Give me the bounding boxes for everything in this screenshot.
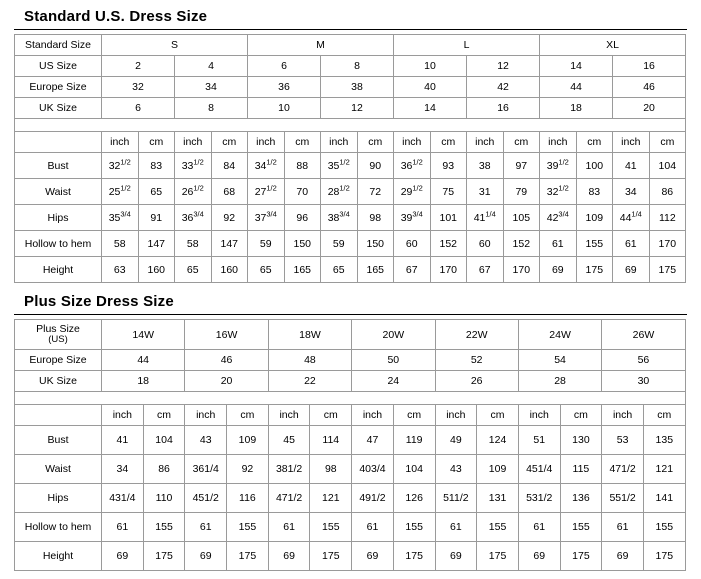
cell-us-size-0: 2 [102, 56, 175, 77]
cell-hollow-6: 59 [321, 231, 358, 257]
cell-plus-europe-6: 56 [602, 350, 685, 371]
cell-waist-3: 68 [211, 179, 248, 205]
cell-height-6: 65 [321, 257, 358, 283]
cell-plus-waist-13: 121 [643, 455, 685, 484]
cell-hollow-5: 150 [284, 231, 321, 257]
cell-hips-4: $37^{3/4}$ [248, 205, 285, 231]
cell-uk-size-3: 12 [321, 98, 394, 119]
row-label-europe-size: Europe Size [15, 77, 102, 98]
cell-height-11: 170 [503, 257, 540, 283]
unit-cell-15: cm [649, 132, 686, 153]
title-divider-plus [14, 314, 687, 315]
cell-hollow-1: 147 [138, 231, 175, 257]
unit-cell-1: cm [138, 132, 175, 153]
row-label-plus-units [15, 405, 102, 426]
cell-plus-height-3: 175 [227, 542, 269, 571]
cell-plus-hollow-11: 155 [560, 513, 602, 542]
cell-hips-2: $36^{3/4}$ [175, 205, 212, 231]
cell-waist-2: $26^{1/2}$ [175, 179, 212, 205]
cell-plus-hips-5: 121 [310, 484, 352, 513]
cell-europe-size-4: 40 [394, 77, 467, 98]
plus-size-22w: 22W [435, 320, 518, 350]
table-row-spacer [15, 119, 686, 132]
plus-size-label-main: Plus Size [36, 323, 80, 335]
cell-plus-bust-10: 51 [518, 426, 560, 455]
cell-plus-height-4: 69 [268, 542, 310, 571]
cell-bust-15: 104 [649, 153, 686, 179]
cell-plus-europe-5: 54 [518, 350, 601, 371]
cell-europe-size-5: 42 [467, 77, 540, 98]
plus-spacer-row [15, 392, 686, 405]
cell-us-size-6: 14 [540, 56, 613, 77]
plus-unit-cell-5: cm [310, 405, 352, 426]
cell-uk-size-0: 6 [102, 98, 175, 119]
cell-plus-bust-1: 104 [143, 426, 185, 455]
table-row-units [15, 132, 686, 153]
cell-hips-0: $35^{3/4}$ [102, 205, 139, 231]
unit-cell-7: cm [357, 132, 394, 153]
unit-cell-11: cm [503, 132, 540, 153]
cell-hollow-13: 155 [576, 231, 613, 257]
row-label-plus-height: Height [15, 542, 102, 571]
cell-waist-15: 86 [649, 179, 686, 205]
unit-cell-14: inch [613, 132, 650, 153]
table-row-plus-bust [15, 426, 686, 455]
cell-us-size-4: 10 [394, 56, 467, 77]
size-group-s: S [102, 35, 248, 56]
size-group-l: L [394, 35, 540, 56]
cell-hollow-10: 60 [467, 231, 504, 257]
cell-height-13: 175 [576, 257, 613, 283]
cell-bust-12: $39^{1/2}$ [540, 153, 577, 179]
plus-unit-cell-8: inch [435, 405, 477, 426]
cell-plus-uk-3: 24 [352, 371, 435, 392]
section-title-standard: Standard U.S. Dress Size [24, 8, 208, 25]
cell-bust-4: $34^{1/2}$ [248, 153, 285, 179]
cell-plus-hollow-0: 61 [102, 513, 144, 542]
cell-plus-height-8: 69 [435, 542, 477, 571]
cell-plus-height-5: 175 [310, 542, 352, 571]
cell-plus-bust-5: 114 [310, 426, 352, 455]
cell-height-3: 160 [211, 257, 248, 283]
cell-plus-waist-7: 104 [393, 455, 435, 484]
cell-bust-6: $35^{1/2}$ [321, 153, 358, 179]
unit-cell-12: inch [540, 132, 577, 153]
table-row-height [15, 257, 686, 283]
cell-plus-europe-3: 50 [352, 350, 435, 371]
cell-bust-13: 100 [576, 153, 613, 179]
cell-plus-hips-8: 511/2 [435, 484, 477, 513]
cell-height-1: 160 [138, 257, 175, 283]
cell-plus-bust-9: 124 [477, 426, 519, 455]
cell-plus-bust-12: 53 [602, 426, 644, 455]
cell-height-8: 67 [394, 257, 431, 283]
plus-unit-cell-4: inch [268, 405, 310, 426]
cell-plus-uk-1: 20 [185, 371, 268, 392]
cell-plus-hollow-8: 61 [435, 513, 477, 542]
cell-plus-height-2: 69 [185, 542, 227, 571]
unit-cell-0: inch [102, 132, 139, 153]
table-row-standard-size [15, 35, 686, 56]
table-row-plus-hips [15, 484, 686, 513]
plus-size-14w: 14W [102, 320, 185, 350]
cell-plus-uk-6: 30 [602, 371, 685, 392]
table-row-uk-size [15, 98, 686, 119]
cell-uk-size-2: 10 [248, 98, 321, 119]
table-row-plus-height [15, 542, 686, 571]
cell-plus-uk-4: 26 [435, 371, 518, 392]
cell-plus-waist-1: 86 [143, 455, 185, 484]
table-row-plus-size [15, 320, 686, 350]
plus-unit-cell-12: inch [602, 405, 644, 426]
cell-hollow-2: 58 [175, 231, 212, 257]
row-label-hips: Hips [15, 205, 102, 231]
cell-us-size-5: 12 [467, 56, 540, 77]
plus-size-20w: 20W [352, 320, 435, 350]
cell-height-4: 65 [248, 257, 285, 283]
cell-plus-hips-9: 131 [477, 484, 519, 513]
unit-cell-3: cm [211, 132, 248, 153]
row-label-hollow-to-hem: Hollow to hem [15, 231, 102, 257]
cell-hips-6: $38^{3/4}$ [321, 205, 358, 231]
cell-plus-hollow-4: 61 [268, 513, 310, 542]
cell-plus-hollow-13: 155 [643, 513, 685, 542]
cell-uk-size-1: 8 [175, 98, 248, 119]
unit-cell-13: cm [576, 132, 613, 153]
cell-europe-size-6: 44 [540, 77, 613, 98]
cell-hips-9: 101 [430, 205, 467, 231]
cell-bust-7: 90 [357, 153, 394, 179]
plus-size-label-sub: (US) [48, 334, 68, 346]
table-row-hips [15, 205, 686, 231]
plus-size-16w: 16W [185, 320, 268, 350]
cell-europe-size-3: 38 [321, 77, 394, 98]
cell-plus-hips-11: 136 [560, 484, 602, 513]
cell-bust-3: 84 [211, 153, 248, 179]
cell-plus-height-11: 175 [560, 542, 602, 571]
cell-waist-12: $32^{1/2}$ [540, 179, 577, 205]
cell-us-size-7: 16 [613, 56, 686, 77]
row-label-plus-hips: Hips [15, 484, 102, 513]
cell-hips-8: $39^{3/4}$ [394, 205, 431, 231]
cell-plus-hollow-2: 61 [185, 513, 227, 542]
cell-bust-11: 97 [503, 153, 540, 179]
cell-plus-hips-1: 110 [143, 484, 185, 513]
row-label-uk-size: UK Size [15, 98, 102, 119]
cell-plus-hollow-5: 155 [310, 513, 352, 542]
cell-plus-waist-0: 34 [102, 455, 144, 484]
cell-plus-uk-2: 22 [268, 371, 351, 392]
cell-bust-10: 38 [467, 153, 504, 179]
cell-height-15: 175 [649, 257, 686, 283]
plus-unit-cell-3: cm [227, 405, 269, 426]
row-label-plus-waist: Waist [15, 455, 102, 484]
row-label-waist: Waist [15, 179, 102, 205]
row-label-height: Height [15, 257, 102, 283]
cell-plus-hollow-12: 61 [602, 513, 644, 542]
table-row-plus-europe-size [15, 350, 686, 371]
row-label-bust: Bust [15, 153, 102, 179]
cell-plus-height-9: 175 [477, 542, 519, 571]
cell-plus-waist-11: 115 [560, 455, 602, 484]
cell-bust-2: $33^{1/2}$ [175, 153, 212, 179]
cell-plus-height-6: 69 [352, 542, 394, 571]
cell-hollow-0: 58 [102, 231, 139, 257]
standard-size-table [14, 34, 686, 283]
cell-us-size-3: 8 [321, 56, 394, 77]
cell-height-9: 170 [430, 257, 467, 283]
cell-hollow-8: 60 [394, 231, 431, 257]
cell-height-2: 65 [175, 257, 212, 283]
cell-height-10: 67 [467, 257, 504, 283]
cell-plus-hips-3: 116 [227, 484, 269, 513]
cell-plus-height-7: 175 [393, 542, 435, 571]
cell-plus-hips-10: 531/2 [518, 484, 560, 513]
cell-plus-bust-4: 45 [268, 426, 310, 455]
cell-waist-8: $29^{1/2}$ [394, 179, 431, 205]
plus-unit-cell-0: inch [102, 405, 144, 426]
cell-bust-9: 93 [430, 153, 467, 179]
cell-waist-7: 72 [357, 179, 394, 205]
plus-unit-cell-13: cm [643, 405, 685, 426]
cell-hips-15: 112 [649, 205, 686, 231]
table-row-plus-hollow-to-hem [15, 513, 686, 542]
cell-plus-hips-4: 471/2 [268, 484, 310, 513]
cell-plus-hollow-3: 155 [227, 513, 269, 542]
spacer-row [15, 119, 686, 132]
unit-cell-2: inch [175, 132, 212, 153]
plus-size-table [14, 319, 686, 571]
cell-europe-size-1: 34 [175, 77, 248, 98]
cell-hips-1: 91 [138, 205, 175, 231]
cell-plus-hips-0: 431/4 [102, 484, 144, 513]
cell-plus-bust-8: 49 [435, 426, 477, 455]
table-row-plus-spacer [15, 392, 686, 405]
cell-hollow-3: 147 [211, 231, 248, 257]
cell-waist-10: 31 [467, 179, 504, 205]
cell-plus-hollow-6: 61 [352, 513, 394, 542]
cell-plus-waist-10: 451/4 [518, 455, 560, 484]
size-group-m: M [248, 35, 394, 56]
cell-plus-bust-11: 130 [560, 426, 602, 455]
cell-hips-3: 92 [211, 205, 248, 231]
cell-waist-13: 83 [576, 179, 613, 205]
cell-plus-waist-5: 98 [310, 455, 352, 484]
cell-plus-bust-0: 41 [102, 426, 144, 455]
cell-plus-waist-8: 43 [435, 455, 477, 484]
cell-hollow-15: 170 [649, 231, 686, 257]
plus-size-26w: 26W [602, 320, 685, 350]
section-title-plus: Plus Size Dress Size [24, 293, 174, 310]
cell-hips-5: 96 [284, 205, 321, 231]
cell-waist-1: 65 [138, 179, 175, 205]
cell-hollow-4: 59 [248, 231, 285, 257]
table-row-plus-uk-size [15, 371, 686, 392]
cell-waist-0: $25^{1/2}$ [102, 179, 139, 205]
plus-unit-cell-9: cm [477, 405, 519, 426]
cell-europe-size-7: 46 [613, 77, 686, 98]
unit-cell-5: cm [284, 132, 321, 153]
cell-hips-10: $41^{1/4}$ [467, 205, 504, 231]
cell-plus-waist-4: 381/2 [268, 455, 310, 484]
cell-plus-hollow-7: 155 [393, 513, 435, 542]
cell-waist-4: $27^{1/2}$ [248, 179, 285, 205]
row-label-plus-uk-size: UK Size [15, 371, 102, 392]
table-row-bust [15, 153, 686, 179]
cell-plus-hollow-10: 61 [518, 513, 560, 542]
cell-plus-waist-9: 109 [477, 455, 519, 484]
cell-hips-7: 98 [357, 205, 394, 231]
unit-cell-6: inch [321, 132, 358, 153]
cell-plus-hips-2: 451/2 [185, 484, 227, 513]
cell-hips-11: 105 [503, 205, 540, 231]
cell-plus-waist-2: 361/4 [185, 455, 227, 484]
table-row-waist [15, 179, 686, 205]
plus-unit-cell-7: cm [393, 405, 435, 426]
cell-plus-bust-3: 109 [227, 426, 269, 455]
cell-height-12: 69 [540, 257, 577, 283]
table-row-plus-units [15, 405, 686, 426]
cell-waist-6: $28^{1/2}$ [321, 179, 358, 205]
cell-uk-size-5: 16 [467, 98, 540, 119]
cell-plus-bust-2: 43 [185, 426, 227, 455]
cell-europe-size-0: 32 [102, 77, 175, 98]
cell-plus-hips-7: 126 [393, 484, 435, 513]
plus-size-24w: 24W [518, 320, 601, 350]
cell-plus-europe-1: 46 [185, 350, 268, 371]
unit-cell-4: inch [248, 132, 285, 153]
cell-europe-size-2: 36 [248, 77, 321, 98]
cell-plus-bust-13: 135 [643, 426, 685, 455]
cell-plus-height-12: 69 [602, 542, 644, 571]
cell-plus-height-13: 175 [643, 542, 685, 571]
plus-unit-cell-10: inch [518, 405, 560, 426]
cell-uk-size-4: 14 [394, 98, 467, 119]
row-label-us-size: US Size [15, 56, 102, 77]
cell-plus-hips-6: 491/2 [352, 484, 394, 513]
cell-plus-uk-5: 28 [518, 371, 601, 392]
cell-height-5: 165 [284, 257, 321, 283]
unit-cell-8: inch [394, 132, 431, 153]
cell-hollow-12: 61 [540, 231, 577, 257]
row-label-plus-bust: Bust [15, 426, 102, 455]
cell-plus-height-0: 69 [102, 542, 144, 571]
row-label-plus-hollow-to-hem: Hollow to hem [15, 513, 102, 542]
row-label-plus-europe-size: Europe Size [15, 350, 102, 371]
cell-plus-hollow-9: 155 [477, 513, 519, 542]
cell-height-14: 69 [613, 257, 650, 283]
cell-plus-europe-0: 44 [102, 350, 185, 371]
cell-plus-europe-2: 48 [268, 350, 351, 371]
cell-hollow-7: 150 [357, 231, 394, 257]
cell-plus-hollow-1: 155 [143, 513, 185, 542]
cell-bust-14: 41 [613, 153, 650, 179]
cell-plus-europe-4: 52 [435, 350, 518, 371]
cell-plus-hips-13: 141 [643, 484, 685, 513]
cell-waist-11: 79 [503, 179, 540, 205]
cell-hips-12: $42^{3/4}$ [540, 205, 577, 231]
cell-height-0: 63 [102, 257, 139, 283]
title-divider-standard [14, 29, 687, 30]
unit-cell-10: inch [467, 132, 504, 153]
plus-unit-cell-6: inch [352, 405, 394, 426]
row-label-standard-size: Standard Size [15, 35, 102, 56]
table-row-plus-waist [15, 455, 686, 484]
table-row-hollow-to-hem [15, 231, 686, 257]
cell-hollow-14: 61 [613, 231, 650, 257]
cell-plus-height-10: 69 [518, 542, 560, 571]
cell-waist-14: 34 [613, 179, 650, 205]
cell-waist-9: 75 [430, 179, 467, 205]
table-row-us-size [15, 56, 686, 77]
cell-plus-bust-7: 119 [393, 426, 435, 455]
size-group-xl: XL [540, 35, 686, 56]
cell-plus-uk-0: 18 [102, 371, 185, 392]
cell-uk-size-6: 18 [540, 98, 613, 119]
table-row-europe-size [15, 77, 686, 98]
plus-size-18w: 18W [268, 320, 351, 350]
cell-bust-5: 88 [284, 153, 321, 179]
plus-unit-cell-2: inch [185, 405, 227, 426]
cell-plus-waist-6: 403/4 [352, 455, 394, 484]
cell-height-7: 165 [357, 257, 394, 283]
cell-waist-5: 70 [284, 179, 321, 205]
cell-uk-size-7: 20 [613, 98, 686, 119]
plus-unit-cell-1: cm [143, 405, 185, 426]
cell-hips-13: 109 [576, 205, 613, 231]
plus-unit-cell-11: cm [560, 405, 602, 426]
cell-hollow-11: 152 [503, 231, 540, 257]
cell-bust-8: $36^{1/2}$ [394, 153, 431, 179]
unit-cell-9: cm [430, 132, 467, 153]
cell-bust-1: 83 [138, 153, 175, 179]
row-label-units [15, 132, 102, 153]
cell-plus-waist-3: 92 [227, 455, 269, 484]
row-label-plus-size [15, 320, 102, 350]
cell-hollow-9: 152 [430, 231, 467, 257]
cell-hips-14: $44^{1/4}$ [613, 205, 650, 231]
cell-plus-waist-12: 471/2 [602, 455, 644, 484]
cell-plus-bust-6: 47 [352, 426, 394, 455]
cell-bust-0: $32^{1/2}$ [102, 153, 139, 179]
cell-us-size-1: 4 [175, 56, 248, 77]
cell-plus-height-1: 175 [143, 542, 185, 571]
cell-plus-hips-12: 551/2 [602, 484, 644, 513]
cell-us-size-2: 6 [248, 56, 321, 77]
